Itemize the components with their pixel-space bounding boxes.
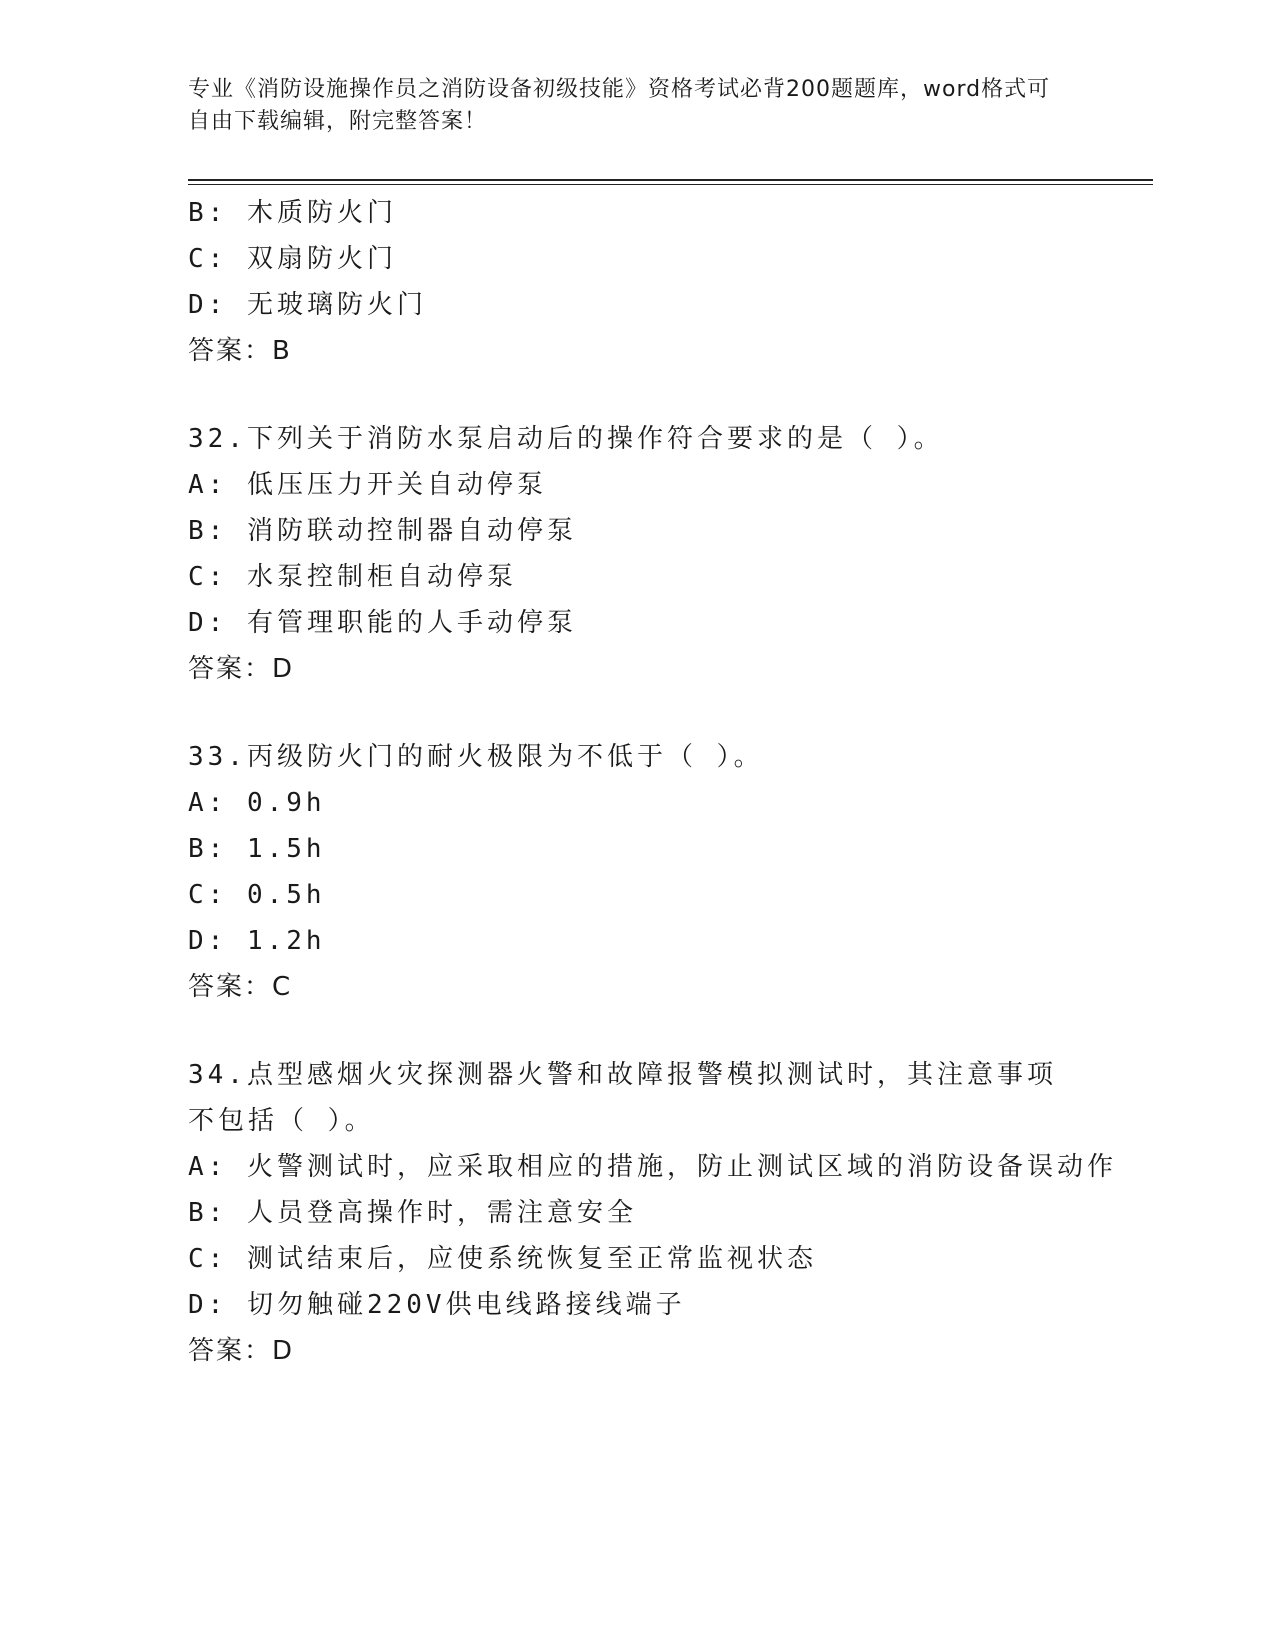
header-divider-thick xyxy=(188,179,1153,181)
question-list xyxy=(188,190,1117,1374)
option-d: D: 有管理职能的人手动停泵 xyxy=(188,608,577,638)
question-34 xyxy=(188,1052,1117,1374)
answer: 答案：D xyxy=(188,654,295,684)
answer: 答案：D xyxy=(188,1336,295,1366)
question-32 xyxy=(188,416,1088,692)
option-c: C: 0.5h xyxy=(188,880,326,910)
option-b: B: 消防联动控制器自动停泵 xyxy=(188,516,577,546)
answer: 答案：C xyxy=(188,972,293,1002)
question-text: 32.下列关于消防水泵启动后的操作符合要求的是（ ）。 xyxy=(188,424,944,454)
option-c: C: 测试结束后，应使系统恢复至正常监视状态 xyxy=(188,1244,817,1274)
question-text: 34.点型感烟火灾探测器火警和故障报警模拟测试时，其注意事项不包括（ ）。 xyxy=(188,1060,1057,1136)
partial-question xyxy=(188,190,1088,374)
option-b: B: 木质防火门 xyxy=(188,198,397,228)
question-33 xyxy=(188,734,1088,1010)
option-d: D: 无玻璃防火门 xyxy=(188,290,427,320)
option-a: A: 0.9h xyxy=(188,788,326,818)
page-header: 专业《消防设施操作员之消防设备初级技能》资格考试必背200题题库，word格式可自由下载编辑，附完整答案！ xyxy=(188,77,1051,134)
option-b: B: 人员登高操作时，需注意安全 xyxy=(188,1198,637,1228)
question-text: 33.丙级防火门的耐火极限为不低于（ ）。 xyxy=(188,742,764,772)
option-a: A: 低压压力开关自动停泵 xyxy=(188,470,547,500)
option-a: A: 火警测试时，应采取相应的措施，防止测试区域的消防设备误动作 xyxy=(188,1152,1117,1182)
option-c: C: 双扇防火门 xyxy=(188,244,397,274)
option-c: C: 水泵控制柜自动停泵 xyxy=(188,562,517,592)
option-d: D: 1.2h xyxy=(188,926,326,956)
header-divider-thin xyxy=(188,184,1153,185)
option-d: D: 切勿触碰220V供电线路接线端子 xyxy=(188,1290,686,1320)
answer: 答案：B xyxy=(188,336,292,366)
option-b: B: 1.5h xyxy=(188,834,326,864)
